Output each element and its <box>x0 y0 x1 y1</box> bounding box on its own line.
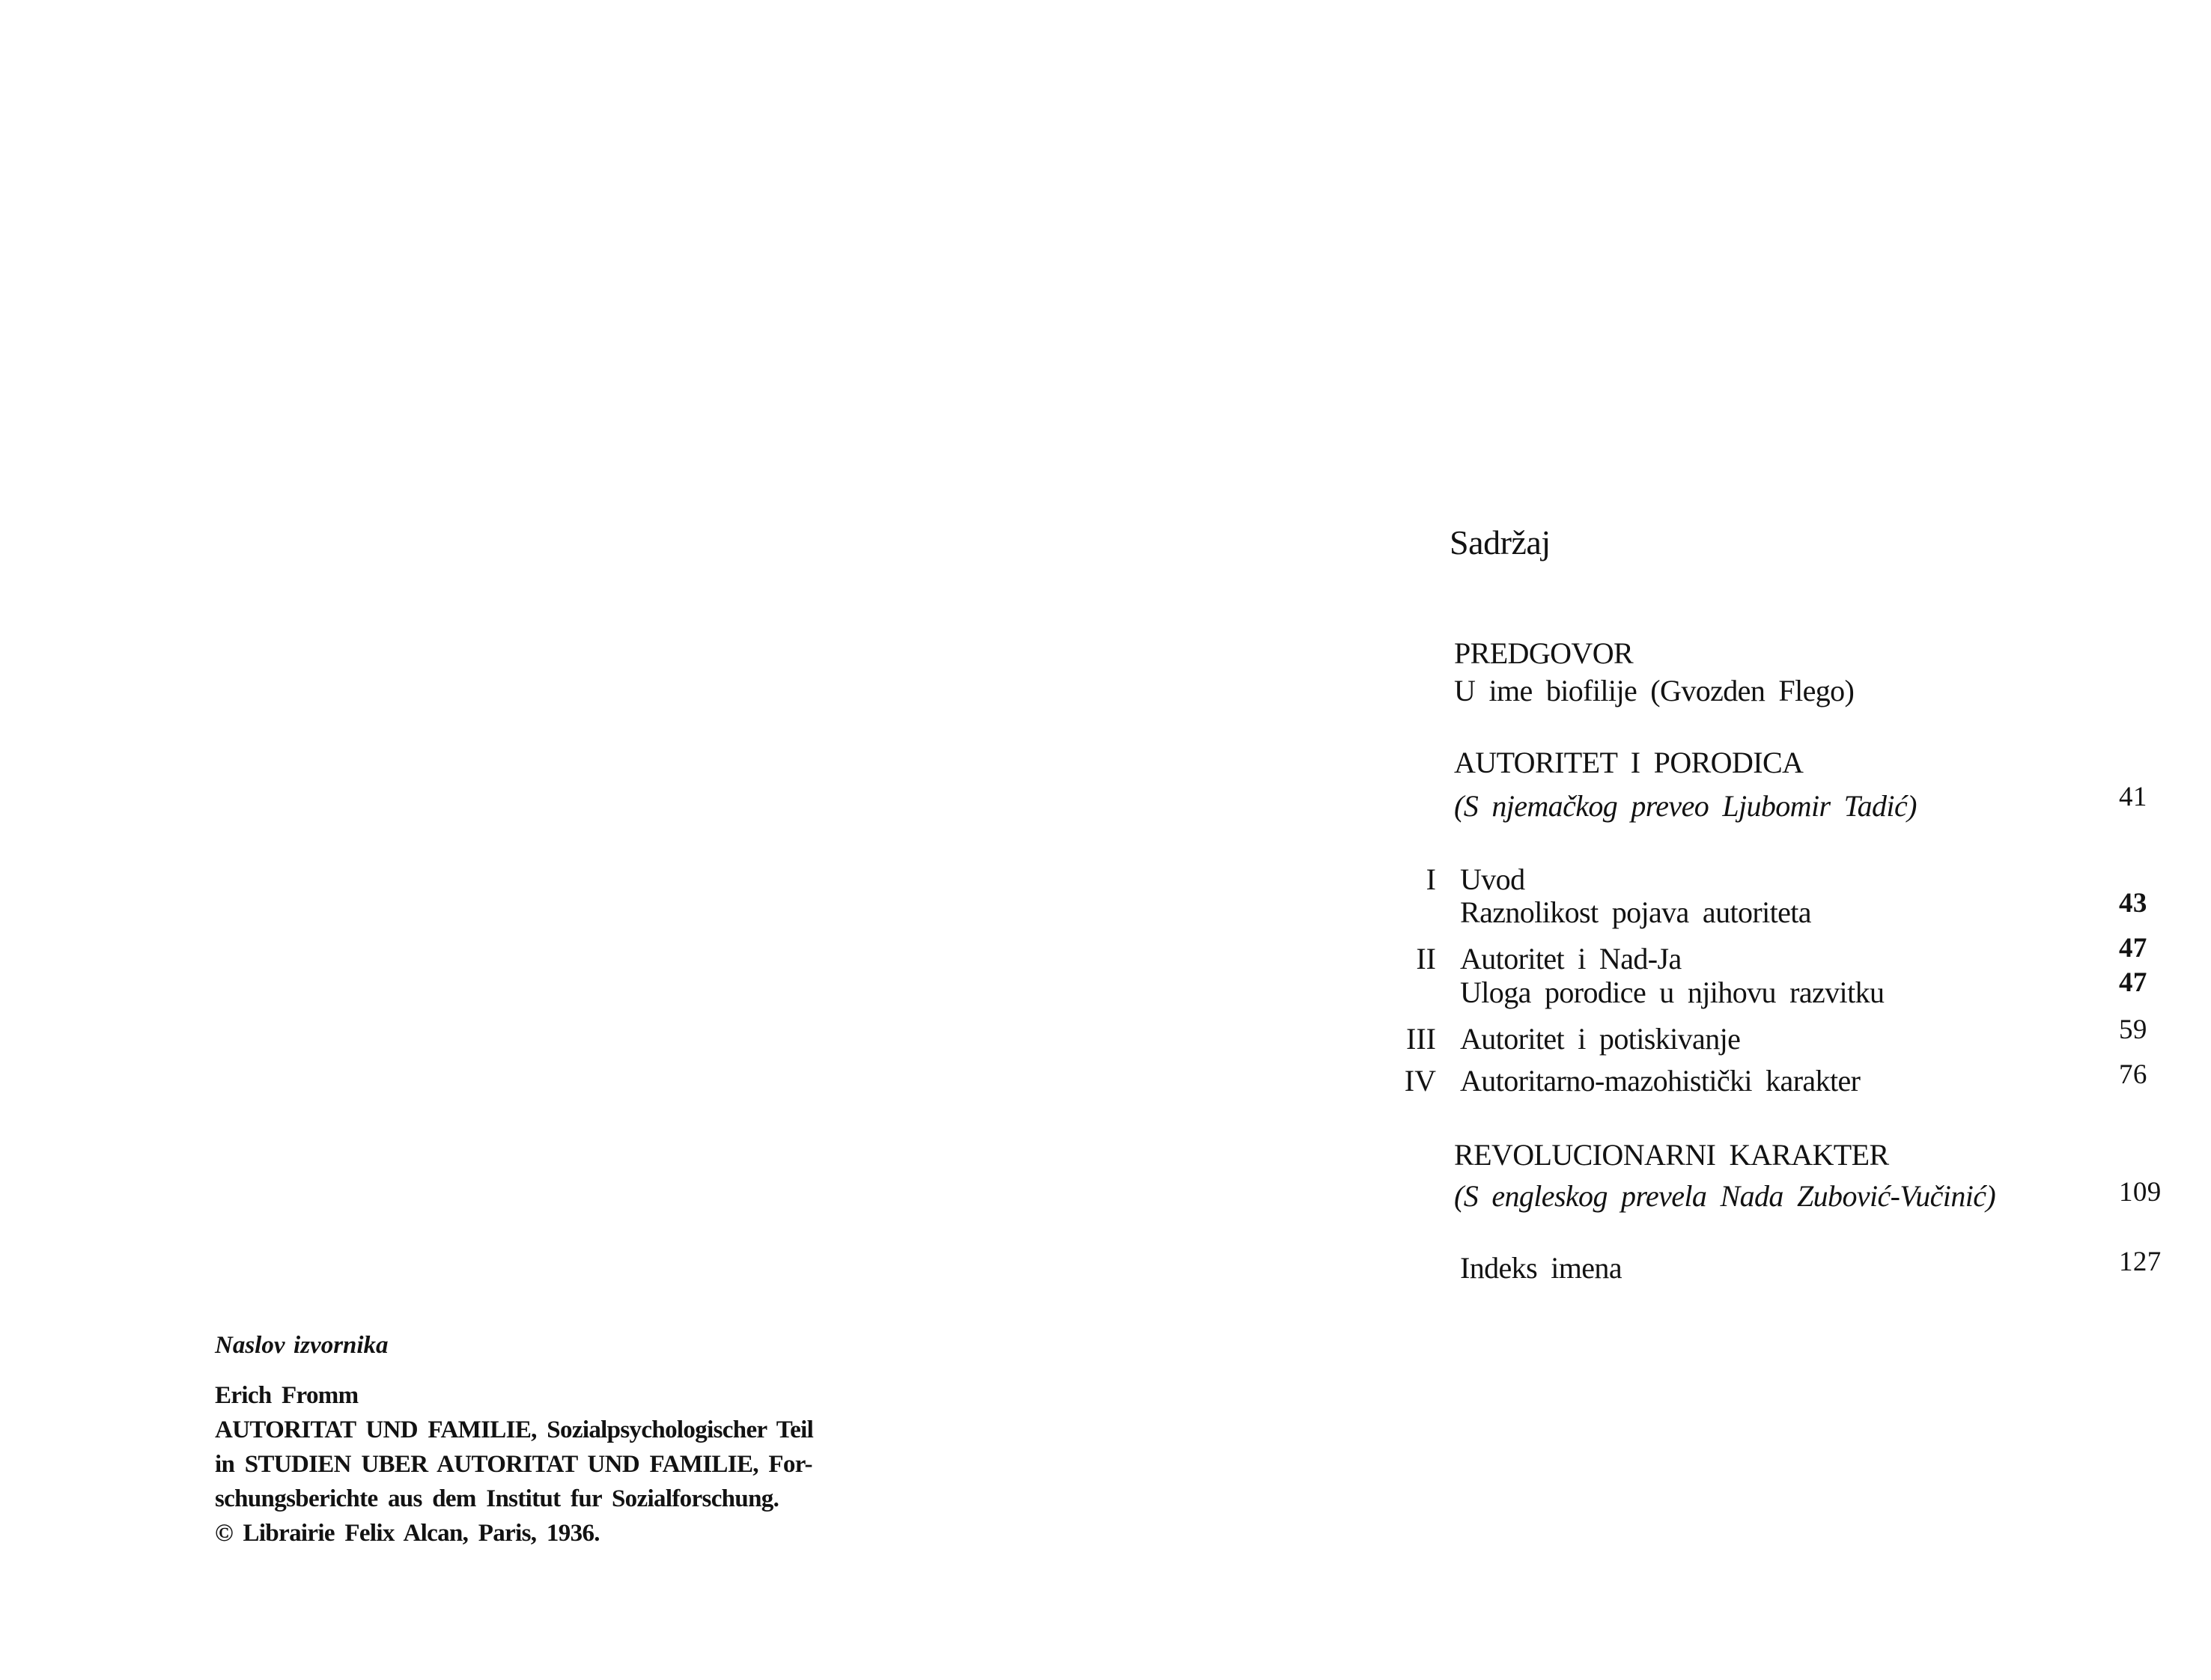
toc-chapter1-title: Uvod <box>1460 862 1525 896</box>
toc-index-page-number: 127 <box>2119 1247 2162 1277</box>
toc-part2-page-number: 109 <box>2119 1177 2162 1208</box>
toc-part2-subtitle: (S engleskog prevela Nada Zubović-Vučinić) <box>1454 1179 1996 1213</box>
toc-chapter2-numeral: II <box>1416 942 1436 976</box>
colophon-author: Erich Fromm <box>215 1382 359 1409</box>
toc-chapter1-subtitle: Raznolikost pojava autoriteta <box>1460 895 1811 929</box>
toc-chapter1-page-number: 43 <box>2119 888 2147 919</box>
colophon-label: Naslov izvornika <box>215 1332 389 1359</box>
toc-chapter4-title: Autoritarno-mazohistički karakter <box>1460 1064 1861 1098</box>
colophon-series-line: in STUDIEN UBER AUTORITAT UND FAMILIE, For- <box>215 1451 812 1478</box>
colophon-institute-line: schungsberichte aus dem Institut fur Sozialforschung. <box>215 1485 779 1512</box>
colophon-original-title: AUTORITAT UND FAMILIE, Sozialpsychologischer Teil <box>215 1416 814 1443</box>
toc-index-label: Indeks imena <box>1460 1251 1622 1285</box>
toc-preface-subtitle: U ime biofilije (Gvozden Flego) <box>1454 674 1855 707</box>
toc-part1-heading: AUTORITET I PORODICA <box>1454 746 1804 779</box>
toc-chapter3-page-number: 59 <box>2119 1014 2147 1045</box>
toc-chapter4-numeral: IV <box>1404 1064 1436 1098</box>
toc-chapter2-page-number: 47 <box>2119 933 2147 964</box>
toc-chapter3-title: Autoritet i potiskivanje <box>1460 1022 1741 1056</box>
toc-part1-subtitle: (S njemačkog preveo Ljubomir Tadić) <box>1454 789 1917 823</box>
toc-chapter2-title: Autoritet i Nad-Ja <box>1460 942 1682 976</box>
toc-chapter3-numeral: III <box>1406 1022 1436 1056</box>
toc-chapter1-numeral: I <box>1426 862 1436 896</box>
toc-chapter2-subtitle-page-number: 47 <box>2119 967 2147 998</box>
toc-preface-heading: PREDGOVOR <box>1454 636 1634 670</box>
toc-chapter2-subtitle: Uloga porodice u njihovu razvitku <box>1460 976 1885 1009</box>
colophon-block <box>215 1378 813 1550</box>
colophon-copyright-line: © Librairie Felix Alcan, Paris, 1936. <box>215 1520 600 1547</box>
toc-chapter4-page-number: 76 <box>2119 1059 2147 1090</box>
contents-title: Sadržaj <box>1450 523 1551 561</box>
toc-part2-heading: REVOLUCIONARNI KARAKTER <box>1454 1138 1889 1172</box>
toc-part1-page-number: 41 <box>2119 782 2147 812</box>
